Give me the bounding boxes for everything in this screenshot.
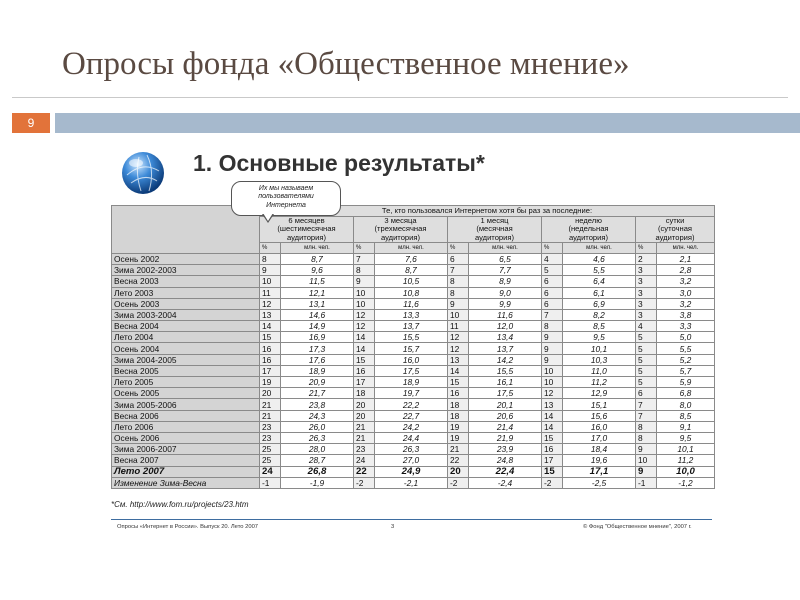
- unit-percent: %: [354, 242, 375, 253]
- table-row: [112, 321, 715, 332]
- cell-million: 8,5: [657, 410, 715, 421]
- table-row: [112, 276, 715, 287]
- title-divider: [12, 97, 788, 98]
- cell-percent: 5: [636, 354, 657, 365]
- cell-million: 22,2: [375, 399, 448, 410]
- cell-million: 9,5: [657, 432, 715, 443]
- cell-million: 2,8: [657, 265, 715, 276]
- period-header-line: (месячная: [476, 224, 513, 234]
- cell-million: 16,0: [563, 421, 636, 432]
- table-row: [112, 298, 715, 309]
- cell-percent: 15: [542, 432, 563, 443]
- cell-percent: 21: [354, 432, 375, 443]
- cell-million: -2,1: [375, 477, 448, 488]
- row-label: Весна 2004: [112, 321, 260, 332]
- cell-million: 5,5: [657, 343, 715, 354]
- table-row: [112, 477, 715, 488]
- cell-million: 9,1: [657, 421, 715, 432]
- table-row: [112, 444, 715, 455]
- cell-million: 11,6: [469, 309, 542, 320]
- row-label: Весна 2005: [112, 365, 260, 376]
- cell-percent: -2: [542, 477, 563, 488]
- cell-million: -1,2: [657, 477, 715, 488]
- cell-percent: 7: [636, 399, 657, 410]
- period-header: [354, 217, 448, 243]
- cell-million: 5,7: [657, 365, 715, 376]
- cell-percent: 7: [448, 265, 469, 276]
- cell-percent: 9: [542, 332, 563, 343]
- row-label: Лето 2006: [112, 421, 260, 432]
- cell-million: 26,8: [281, 466, 354, 477]
- cell-million: 8,5: [563, 321, 636, 332]
- table-row: [112, 287, 715, 298]
- cell-million: 12,1: [281, 287, 354, 298]
- table-row: [112, 410, 715, 421]
- cell-percent: 20: [448, 466, 469, 477]
- slide-title: Опросы фонда «Общественное мнение»: [62, 46, 630, 82]
- row-label: Осень 2003: [112, 298, 260, 309]
- cell-percent: 11: [260, 287, 281, 298]
- cell-percent: 12: [354, 321, 375, 332]
- cell-percent: 17: [260, 365, 281, 376]
- cell-percent: 12: [354, 309, 375, 320]
- row-label: Осень 2002: [112, 253, 260, 264]
- cell-percent: 8: [354, 265, 375, 276]
- period-header-line: 1 месяц: [480, 216, 509, 226]
- unit-percent: %: [448, 242, 469, 253]
- callout-pointer-fill: [263, 213, 273, 221]
- cell-million: 24,9: [375, 466, 448, 477]
- cell-percent: 9: [636, 444, 657, 455]
- cell-percent: 15: [354, 354, 375, 365]
- table-row: [112, 421, 715, 432]
- cell-million: 8,9: [469, 276, 542, 287]
- cell-million: 11,2: [657, 455, 715, 466]
- table-row: [112, 365, 715, 376]
- row-label: Зима 2004-2005: [112, 354, 260, 365]
- cell-percent: 12: [448, 332, 469, 343]
- cell-percent: -2: [448, 477, 469, 488]
- cell-percent: 19: [260, 377, 281, 388]
- cell-percent: 12: [542, 388, 563, 399]
- period-header: [542, 217, 636, 243]
- period-header-line: аудитория): [568, 232, 609, 242]
- cell-percent: 9: [354, 276, 375, 287]
- cell-percent: 17: [542, 455, 563, 466]
- cell-percent: 8: [260, 253, 281, 264]
- cell-percent: 8: [636, 421, 657, 432]
- footer-divider: [111, 519, 712, 520]
- cell-percent: 6: [542, 298, 563, 309]
- cell-percent: 14: [260, 321, 281, 332]
- cell-million: 3,2: [657, 298, 715, 309]
- cell-million: 26,3: [375, 444, 448, 455]
- cell-percent: 8: [448, 276, 469, 287]
- cell-million: 14,9: [281, 321, 354, 332]
- cell-million: 7,6: [375, 253, 448, 264]
- unit-million: млн. чел.: [563, 242, 636, 253]
- period-header-line: (шестимесячная: [277, 224, 336, 234]
- cell-million: 14,2: [469, 354, 542, 365]
- cell-million: 17,1: [563, 466, 636, 477]
- row-label: Весна 2007: [112, 455, 260, 466]
- cell-million: 26,3: [281, 432, 354, 443]
- cell-million: 13,4: [469, 332, 542, 343]
- unit-percent: %: [542, 242, 563, 253]
- table-row: [112, 343, 715, 354]
- cell-million: 13,1: [281, 298, 354, 309]
- row-label: Лето 2005: [112, 377, 260, 388]
- cell-percent: 4: [542, 253, 563, 264]
- cell-million: 26,0: [281, 421, 354, 432]
- cell-percent: 9: [448, 298, 469, 309]
- unit-percent: %: [636, 242, 657, 253]
- cell-percent: 11: [448, 321, 469, 332]
- cell-percent: 23: [260, 432, 281, 443]
- cell-million: 10,1: [563, 343, 636, 354]
- callout-line: Их мы называем: [258, 185, 314, 192]
- cell-million: 15,6: [563, 410, 636, 421]
- cell-percent: 20: [260, 388, 281, 399]
- cell-percent: 8: [448, 287, 469, 298]
- cell-percent: 14: [354, 332, 375, 343]
- period-header-line: аудитория): [286, 232, 327, 242]
- cell-million: 17,0: [563, 432, 636, 443]
- cell-percent: 14: [542, 410, 563, 421]
- unit-million: млн. чел.: [281, 242, 354, 253]
- cell-million: 2,1: [657, 253, 715, 264]
- cell-million: 9,6: [281, 265, 354, 276]
- row-label: Весна 2006: [112, 410, 260, 421]
- cell-million: 3,8: [657, 309, 715, 320]
- footer-page: 3: [391, 524, 395, 530]
- cell-percent: 21: [260, 399, 281, 410]
- cell-million: 10,1: [657, 444, 715, 455]
- period-header-line: (недельная: [568, 224, 609, 234]
- cell-million: 10,0: [657, 466, 715, 477]
- cell-percent: 4: [636, 321, 657, 332]
- cell-percent: 16: [354, 365, 375, 376]
- cell-percent: 21: [354, 421, 375, 432]
- cell-percent: 3: [636, 287, 657, 298]
- cell-million: 6,1: [563, 287, 636, 298]
- cell-million: 15,5: [469, 365, 542, 376]
- cell-million: 8,7: [375, 265, 448, 276]
- cell-million: 24,2: [375, 421, 448, 432]
- cell-million: 23,8: [281, 399, 354, 410]
- callout-line: Интернета: [266, 201, 306, 209]
- cell-percent: 3: [636, 309, 657, 320]
- cell-percent: 16: [448, 388, 469, 399]
- cell-percent: 24: [260, 466, 281, 477]
- cell-million: 7,7: [469, 265, 542, 276]
- cell-percent: 8: [542, 321, 563, 332]
- cell-percent: 8: [636, 432, 657, 443]
- cell-million: 9,0: [469, 287, 542, 298]
- cell-percent: 12: [448, 343, 469, 354]
- cell-percent: 6: [542, 276, 563, 287]
- cell-percent: 5: [542, 265, 563, 276]
- cell-percent: 14: [354, 343, 375, 354]
- period-header-line: аудитория): [380, 232, 421, 242]
- cell-percent: 10: [636, 455, 657, 466]
- table-row: [112, 332, 715, 343]
- cell-percent: 5: [636, 377, 657, 388]
- cell-million: 3,2: [657, 276, 715, 287]
- cell-million: 13,7: [375, 321, 448, 332]
- period-header-line: сутки: [665, 216, 685, 226]
- cell-million: 28,0: [281, 444, 354, 455]
- cell-million: 6,8: [657, 388, 715, 399]
- cell-million: 8,0: [657, 399, 715, 410]
- cell-million: 16,1: [469, 377, 542, 388]
- cell-percent: 12: [260, 298, 281, 309]
- period-header: [448, 217, 542, 243]
- cell-million: 13,3: [375, 309, 448, 320]
- row-label: Зима 2003-2004: [112, 309, 260, 320]
- cell-percent: 7: [542, 309, 563, 320]
- cell-million: 5,9: [657, 377, 715, 388]
- cell-million: 24,3: [281, 410, 354, 421]
- cell-percent: 5: [636, 343, 657, 354]
- cell-million: 15,7: [375, 343, 448, 354]
- cell-percent: -1: [260, 477, 281, 488]
- row-label: Лето 2004: [112, 332, 260, 343]
- cell-percent: 6: [636, 388, 657, 399]
- cell-percent: 24: [354, 455, 375, 466]
- cell-percent: 15: [542, 466, 563, 477]
- period-header-line: (трехмесячная: [374, 224, 427, 234]
- table-row: [112, 265, 715, 276]
- unit-million: млн. чел.: [469, 242, 542, 253]
- cell-million: 17,5: [469, 388, 542, 399]
- cell-million: 17,5: [375, 365, 448, 376]
- cell-million: 21,4: [469, 421, 542, 432]
- cell-million: 5,5: [563, 265, 636, 276]
- cell-million: 3,0: [657, 287, 715, 298]
- cell-million: -2,5: [563, 477, 636, 488]
- table-row: [112, 309, 715, 320]
- cell-million: -2,4: [469, 477, 542, 488]
- cell-percent: 21: [260, 410, 281, 421]
- cell-percent: 5: [636, 332, 657, 343]
- cell-million: 16,9: [281, 332, 354, 343]
- table-row: [112, 377, 715, 388]
- cell-million: 9,5: [563, 332, 636, 343]
- cell-percent: 22: [354, 466, 375, 477]
- cell-percent: 13: [260, 309, 281, 320]
- cell-percent: 3: [636, 298, 657, 309]
- results-table: [111, 205, 715, 489]
- cell-million: 24,4: [375, 432, 448, 443]
- cell-million: 16,0: [375, 354, 448, 365]
- table-row: [112, 354, 715, 365]
- cell-million: 24,8: [469, 455, 542, 466]
- cell-percent: 7: [354, 253, 375, 264]
- cell-percent: 15: [260, 332, 281, 343]
- unit-percent: %: [260, 242, 281, 253]
- table-row: [112, 399, 715, 410]
- cell-million: 10,8: [375, 287, 448, 298]
- cell-million: 11,2: [563, 377, 636, 388]
- cell-percent: 25: [260, 444, 281, 455]
- row-label: Зима 2002-2003: [112, 265, 260, 276]
- cell-percent: 10: [542, 365, 563, 376]
- cell-million: 8,7: [281, 253, 354, 264]
- cell-percent: 18: [448, 399, 469, 410]
- cell-percent: 5: [636, 365, 657, 376]
- row-label: Лето 2007: [112, 466, 260, 477]
- cell-million: 6,4: [563, 276, 636, 287]
- cell-million: 20,1: [469, 399, 542, 410]
- table-row: [112, 455, 715, 466]
- cell-million: 22,7: [375, 410, 448, 421]
- unit-million: млн. чел.: [657, 242, 715, 253]
- cell-million: 13,7: [469, 343, 542, 354]
- period-header-line: 6 месяцев: [288, 216, 325, 226]
- cell-million: 6,5: [469, 253, 542, 264]
- cell-percent: 16: [260, 343, 281, 354]
- period-header-line: (суточная: [657, 224, 693, 234]
- cell-percent: 20: [354, 399, 375, 410]
- cell-percent: 6: [448, 253, 469, 264]
- cell-million: -1,9: [281, 477, 354, 488]
- cell-percent: 20: [354, 410, 375, 421]
- cell-percent: 23: [354, 444, 375, 455]
- period-header: [636, 217, 715, 243]
- cell-percent: -2: [354, 477, 375, 488]
- cell-million: 5,2: [657, 354, 715, 365]
- cell-million: 12,0: [469, 321, 542, 332]
- footer-copyright: © Фонд "Общественное мнение", 2007 г.: [583, 524, 692, 530]
- cell-percent: 9: [636, 466, 657, 477]
- row-label: Зима 2006-2007: [112, 444, 260, 455]
- cell-percent: 15: [448, 377, 469, 388]
- cell-percent: 16: [260, 354, 281, 365]
- cell-million: 18,4: [563, 444, 636, 455]
- period-header-line: аудитория): [655, 232, 695, 242]
- cell-million: 21,7: [281, 388, 354, 399]
- row-label: Осень 2005: [112, 388, 260, 399]
- period-header-line: 3 месяца: [384, 216, 417, 226]
- cell-percent: 10: [542, 377, 563, 388]
- table-row: [112, 432, 715, 443]
- period-header-line: неделю: [575, 216, 602, 226]
- cell-percent: 21: [448, 444, 469, 455]
- cell-percent: 10: [354, 287, 375, 298]
- unit-million: млн. чел.: [375, 242, 448, 253]
- cell-million: 22,4: [469, 466, 542, 477]
- cell-million: 11,5: [281, 276, 354, 287]
- row-label: Осень 2004: [112, 343, 260, 354]
- cell-percent: 9: [542, 354, 563, 365]
- cell-percent: 16: [542, 444, 563, 455]
- cell-million: 10,3: [563, 354, 636, 365]
- cell-percent: 13: [542, 399, 563, 410]
- cell-million: 18,9: [281, 365, 354, 376]
- cell-million: 11,6: [375, 298, 448, 309]
- cell-percent: 2: [636, 253, 657, 264]
- group-header: Те, кто пользовался Интернетом хотя бы раз за последние:: [260, 206, 715, 217]
- cell-percent: 14: [448, 365, 469, 376]
- cell-million: 19,6: [563, 455, 636, 466]
- cell-million: 27,0: [375, 455, 448, 466]
- cell-percent: 23: [260, 421, 281, 432]
- cell-million: 19,7: [375, 388, 448, 399]
- cell-million: 12,9: [563, 388, 636, 399]
- cell-percent: 14: [542, 421, 563, 432]
- cell-percent: 10: [354, 298, 375, 309]
- cell-million: 10,5: [375, 276, 448, 287]
- cell-million: 20,9: [281, 377, 354, 388]
- cell-million: 21,9: [469, 432, 542, 443]
- cell-percent: -1: [636, 477, 657, 488]
- cell-percent: 9: [260, 265, 281, 276]
- cell-million: 3,3: [657, 321, 715, 332]
- cell-million: 11,0: [563, 365, 636, 376]
- footer-source: Опросы «Интернет в России». Выпуск 20. Лето 2007: [117, 524, 259, 530]
- figure-title: 1. Основные результаты*: [193, 150, 485, 176]
- footnote: *См. http://www.fom.ru/projects/23.htm: [111, 500, 249, 509]
- row-label: Изменение Зима-Весна: [112, 477, 260, 488]
- cell-million: 6,9: [563, 298, 636, 309]
- cell-million: 28,7: [281, 455, 354, 466]
- cell-million: 18,9: [375, 377, 448, 388]
- cell-million: 17,6: [281, 354, 354, 365]
- cell-percent: 22: [448, 455, 469, 466]
- cell-percent: 17: [354, 377, 375, 388]
- table-row: [112, 466, 715, 477]
- callout-line: пользователями: [258, 193, 314, 201]
- cell-percent: 3: [636, 265, 657, 276]
- row-label: Весна 2003: [112, 276, 260, 287]
- row-label: Осень 2006: [112, 432, 260, 443]
- cell-percent: 13: [448, 354, 469, 365]
- callout-note: [231, 181, 341, 216]
- cell-million: 15,1: [563, 399, 636, 410]
- header-bar: [55, 113, 800, 133]
- cell-million: 8,2: [563, 309, 636, 320]
- cell-percent: 10: [448, 309, 469, 320]
- cell-million: 4,6: [563, 253, 636, 264]
- cell-percent: 9: [542, 343, 563, 354]
- period-header-line: аудитория): [474, 232, 515, 242]
- cell-percent: 6: [542, 287, 563, 298]
- cell-percent: 18: [354, 388, 375, 399]
- cell-percent: 3: [636, 276, 657, 287]
- cell-million: 9,9: [469, 298, 542, 309]
- cell-percent: 10: [260, 276, 281, 287]
- row-label: Лето 2003: [112, 287, 260, 298]
- cell-percent: 19: [448, 432, 469, 443]
- cell-percent: 18: [448, 410, 469, 421]
- cell-million: 5,0: [657, 332, 715, 343]
- cell-million: 14,6: [281, 309, 354, 320]
- table-row: [112, 388, 715, 399]
- row-label: Зима 2005-2006: [112, 399, 260, 410]
- cell-percent: 19: [448, 421, 469, 432]
- cell-percent: 7: [636, 410, 657, 421]
- cell-percent: 25: [260, 455, 281, 466]
- cell-million: 17,3: [281, 343, 354, 354]
- cell-million: 20,6: [469, 410, 542, 421]
- slide-number: 9: [12, 113, 50, 133]
- globe-icon: [121, 151, 165, 195]
- cell-million: 23,9: [469, 444, 542, 455]
- table-row: [112, 253, 715, 264]
- cell-million: 15,5: [375, 332, 448, 343]
